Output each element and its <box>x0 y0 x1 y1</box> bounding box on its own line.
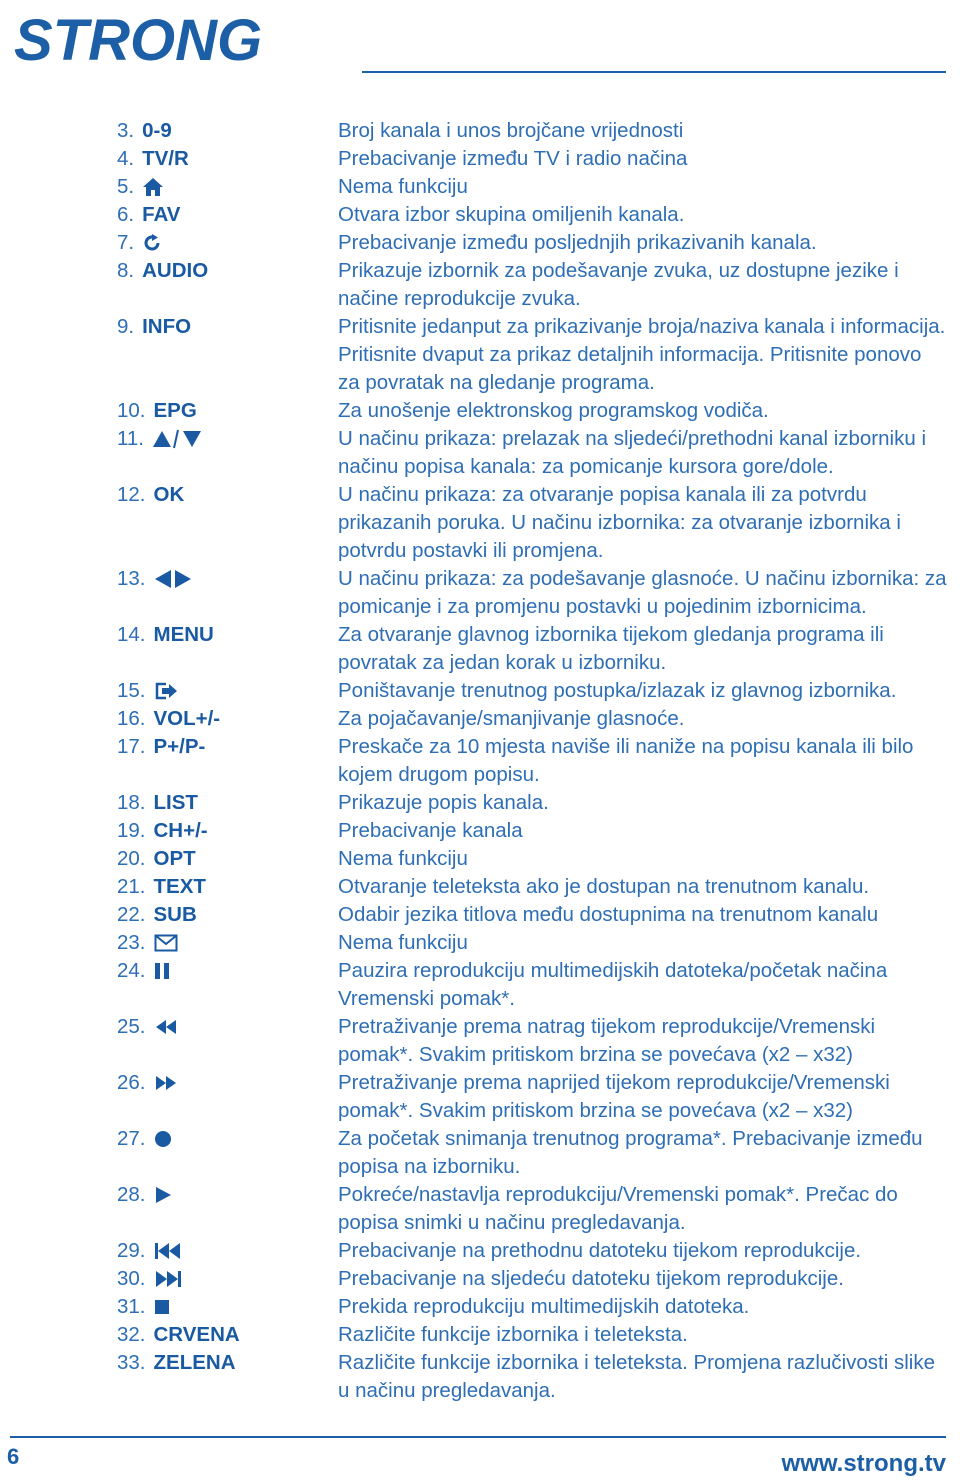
item-key <box>117 789 338 817</box>
item-key <box>117 145 338 173</box>
strong-logo <box>10 8 310 70</box>
item-number: 17. <box>117 735 146 758</box>
item-description: Pokreće/nastavlja reprodukciju/Vremenski pomak*. Prečac do popisa snimki u načinu pregledavanja. <box>338 1183 898 1234</box>
left-right-icon <box>154 565 194 593</box>
item-description: Odabir jezika titlova među dostupnima na trenutnom kanalu <box>338 903 879 926</box>
item-number: 12. <box>117 483 146 506</box>
key-label: CH+/- <box>153 819 208 842</box>
item-description: Za unošenje elektronskog programskog vodiča. <box>338 399 769 422</box>
item-key <box>117 1181 338 1209</box>
item-description: Prebacivanje između posljednjih prikazivanih kanala. <box>338 231 817 254</box>
list-item <box>117 817 947 845</box>
item-description: Različite funkcije izbornika i teleteksta. Promjena razlučivosti slike u načinu pregledavanja. <box>338 1351 936 1402</box>
recall-icon <box>142 229 162 257</box>
key-label: ZELENA <box>153 1351 236 1374</box>
item-key <box>117 621 338 649</box>
list-item <box>117 257 947 313</box>
key-label: VOL+/- <box>153 707 221 730</box>
record-icon <box>154 1125 172 1153</box>
item-description: Broj kanala i unos brojčane vrijednosti <box>338 119 684 142</box>
key-label: TEXT <box>153 875 206 898</box>
list-item <box>117 677 947 705</box>
up-down-icon <box>152 425 204 453</box>
item-number: 29. <box>117 1239 146 1262</box>
key-label: SUB <box>153 903 197 926</box>
pause-icon <box>154 957 170 985</box>
list-item <box>117 1265 947 1293</box>
item-key <box>117 705 338 733</box>
item-key <box>117 565 338 593</box>
item-number: 14. <box>117 623 146 646</box>
list-item <box>117 425 947 481</box>
item-number: 3. <box>117 119 135 142</box>
item-number: 21. <box>117 875 146 898</box>
item-description: Prebacivanje kanala <box>338 819 523 842</box>
item-number: 7. <box>117 231 135 254</box>
item-description: Za pojačavanje/smanjivanje glasnoće. <box>338 707 685 730</box>
item-number: 8. <box>117 259 135 282</box>
item-number: 32. <box>117 1323 146 1346</box>
item-key <box>117 313 338 341</box>
item-number: 22. <box>117 903 146 926</box>
item-description: U načinu prikaza: za otvaranje popisa kanala ili za potvrdu prikazanih poruka. U načinu izbornika: za otvaranje izbornika i potvrdu postavki ili promjena. <box>338 483 901 562</box>
item-description: Pritisnite jedanput za prikazivanje broja/naziva kanala i informacija. Pritisnite dvaput za prikaz detaljnih informacija. Pritisnite ponovo za povratak na gledanje programa. <box>338 315 946 394</box>
item-description: Pauzira reprodukciju multimedijskih datoteka/početak načina Vremenski pomak*. <box>338 959 888 1010</box>
skip-back-icon <box>154 1237 182 1265</box>
item-number: 33. <box>117 1351 146 1374</box>
list-item <box>117 1125 947 1181</box>
item-number: 24. <box>117 959 146 982</box>
key-label: FAV <box>142 203 181 226</box>
item-number: 5. <box>117 175 135 198</box>
item-description: Prekida reprodukciju multimedijskih datoteka. <box>338 1295 750 1318</box>
item-description: Pretraživanje prema naprijed tijekom reprodukcije/Vremenski pomak*. Svakim pritiskom brzina se povećava (x2 – x32) <box>338 1071 890 1122</box>
key-label: 0-9 <box>142 119 172 142</box>
skip-forward-icon <box>154 1265 182 1293</box>
item-description: Prebacivanje između TV i radio načina <box>338 147 688 170</box>
item-description: Nema funkciju <box>338 931 468 954</box>
item-key <box>117 229 338 257</box>
key-label: OK <box>153 483 185 506</box>
footer-rule <box>10 1436 946 1438</box>
list-item <box>117 117 947 145</box>
header-rule <box>362 71 946 73</box>
list-item <box>117 229 947 257</box>
list-item <box>117 901 947 929</box>
item-description: Otvaranje teleteksta ako je dostupan na trenutnom kanalu. <box>338 875 870 898</box>
list-item <box>117 313 947 397</box>
list-item <box>117 957 947 1013</box>
item-key <box>117 1321 338 1349</box>
item-key <box>117 1293 338 1321</box>
list-item <box>117 173 947 201</box>
item-number: 4. <box>117 147 135 170</box>
key-label: CRVENA <box>153 1323 240 1346</box>
item-key <box>117 1013 338 1041</box>
item-number: 31. <box>117 1295 146 1318</box>
list-item <box>117 1349 947 1405</box>
key-label: LIST <box>153 791 198 814</box>
item-description: Otvara izbor skupina omiljenih kanala. <box>338 203 685 226</box>
list-item <box>117 565 947 621</box>
item-number: 28. <box>117 1183 146 1206</box>
item-key <box>117 425 338 453</box>
item-key <box>117 873 338 901</box>
key-label: AUDIO <box>142 259 209 282</box>
play-icon <box>154 1181 172 1209</box>
website-link[interactable]: www.strong.tv <box>781 1450 946 1477</box>
item-number: 20. <box>117 847 146 870</box>
list-item <box>117 1181 947 1237</box>
item-key <box>117 733 338 761</box>
item-key <box>117 845 338 873</box>
item-description: Prikazuje izbornik za podešavanje zvuka, uz dostupne jezike i načine reprodukcije zvuka. <box>338 259 899 310</box>
key-label: INFO <box>142 315 192 338</box>
home-icon <box>142 173 164 201</box>
item-description: U načinu prikaza: za podešavanje glasnoće. U načinu izbornika: za pomicanje i za promjenu postavki u pojedinim izbornicima. <box>338 567 947 618</box>
item-key <box>117 1069 338 1097</box>
item-number: 16. <box>117 707 146 730</box>
list-item <box>117 845 947 873</box>
item-description: Za otvaranje glavnog izbornika tijekom gledanja programa ili povratak za jedan korak u izborniku. <box>338 623 884 674</box>
exit-icon <box>154 677 180 705</box>
item-key <box>117 173 338 201</box>
list-item <box>117 1321 947 1349</box>
item-number: 9. <box>117 315 135 338</box>
item-key <box>117 257 338 285</box>
item-key <box>117 201 338 229</box>
key-label: TV/R <box>142 147 189 170</box>
item-number: 18. <box>117 791 146 814</box>
list-item <box>117 873 947 901</box>
logo-text: STRONG <box>14 8 263 70</box>
item-number: 10. <box>117 399 146 422</box>
rewind-icon <box>154 1013 178 1041</box>
list-item <box>117 397 947 425</box>
remote-key-list <box>117 117 947 1405</box>
item-number: 30. <box>117 1267 146 1290</box>
key-label: P+/P- <box>153 735 206 758</box>
item-key <box>117 1125 338 1153</box>
item-key <box>117 117 338 145</box>
item-description: Različite funkcije izbornika i teleteksta. <box>338 1323 688 1346</box>
key-label: MENU <box>153 623 214 646</box>
key-label: EPG <box>153 399 197 422</box>
list-item <box>117 929 947 957</box>
page-number: 6 <box>7 1444 20 1469</box>
item-key <box>117 957 338 985</box>
item-description: U načinu prikaza: prelazak na sljedeći/prethodni kanal izborniku i načinu popisa kanala: za pomicanje kursora gore/dole. <box>338 427 926 478</box>
list-item <box>117 789 947 817</box>
list-item <box>117 1237 947 1265</box>
item-number: 13. <box>117 567 146 590</box>
list-item <box>117 1013 947 1069</box>
item-number: 23. <box>117 931 146 954</box>
stop-icon <box>154 1293 170 1321</box>
item-number: 15. <box>117 679 146 702</box>
list-item <box>117 481 947 565</box>
list-item <box>117 705 947 733</box>
item-key <box>117 901 338 929</box>
mail-icon <box>154 929 178 957</box>
fast-forward-icon <box>154 1069 178 1097</box>
list-item <box>117 1069 947 1125</box>
item-key <box>117 929 338 957</box>
item-key <box>117 1265 338 1293</box>
key-label: OPT <box>153 847 196 870</box>
item-description: Poništavanje trenutnog postupka/izlazak iz glavnog izbornika. <box>338 679 897 702</box>
item-key <box>117 481 338 509</box>
item-number: 6. <box>117 203 135 226</box>
item-description: Za početak snimanja trenutnog programa*. Prebacivanje između popisa na izborniku. <box>338 1127 923 1178</box>
item-description: Preskače za 10 mjesta naviše ili naniže na popisu kanala ili bilo kojem drugom popisu. <box>338 735 914 786</box>
item-key <box>117 817 338 845</box>
item-description: Prikazuje popis kanala. <box>338 791 549 814</box>
list-item <box>117 621 947 677</box>
item-key <box>117 1349 338 1377</box>
item-number: 11. <box>117 427 144 450</box>
item-description: Nema funkciju <box>338 847 468 870</box>
list-item <box>117 1293 947 1321</box>
item-number: 27. <box>117 1127 146 1150</box>
item-number: 19. <box>117 819 146 842</box>
item-key <box>117 677 338 705</box>
item-description: Prebacivanje na prethodnu datoteku tijekom reprodukcije. <box>338 1239 862 1262</box>
list-item <box>117 145 947 173</box>
item-number: 25. <box>117 1015 146 1038</box>
item-description: Prebacivanje na sljedeću datoteku tijekom reprodukcije. <box>338 1267 844 1290</box>
item-key <box>117 1237 338 1265</box>
item-description: Nema funkciju <box>338 175 468 198</box>
list-item <box>117 733 947 789</box>
item-number: 26. <box>117 1071 146 1094</box>
item-description: Pretraživanje prema natrag tijekom reprodukcije/Vremenski pomak*. Svakim pritiskom brzina se povećava (x2 – x32) <box>338 1015 876 1066</box>
item-key <box>117 397 338 425</box>
list-item <box>117 201 947 229</box>
